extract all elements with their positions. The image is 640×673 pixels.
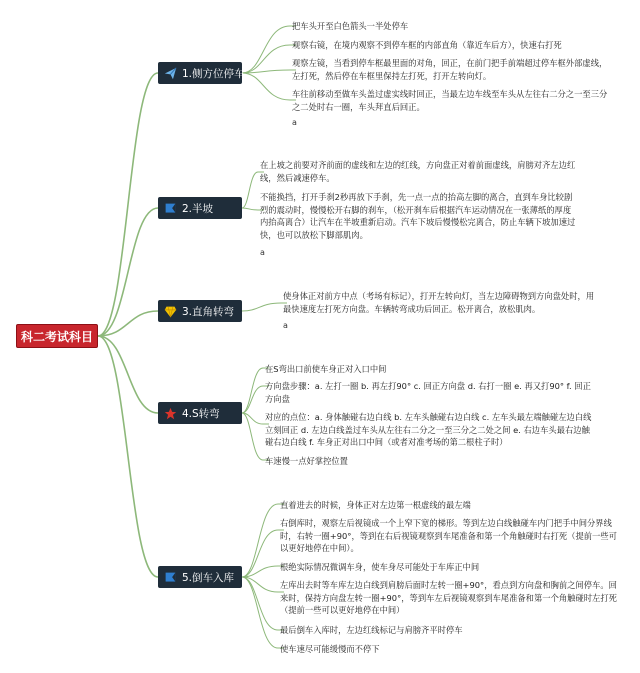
leaf-item: 使身体正对前方中点（考场有标记），打开左转向灯，当左边障碍物到方向盘处时，用最快速度左打死方向盘。车辆转弯成功后回正。松开离合，放松肌肉。 — [283, 291, 595, 314]
connector-line — [242, 368, 263, 413]
leaf-item: 不能换挡，打开手刹2秒再放下手刹，先一点一点的抬高左脚的离合，直到车身比较剧烈的震动时，慢慢松开右脚的刹车，（松开刹车后根据汽车运动情况在一张薄纸的厚度内抬高离合）让汽车在半坡重新启动。汽车下坡后慢慢松完离合，防止车辆下坡加速过快，也可以放松下脚部肌肉。 — [260, 192, 576, 240]
connector-line — [242, 26, 290, 73]
star-icon — [162, 405, 178, 421]
connector-line — [242, 208, 258, 210]
branch-marker: a — [292, 118, 297, 127]
branch-label: 2.半坡 — [182, 202, 214, 215]
connector-line — [98, 208, 158, 336]
branch-right-angle-turn[interactable] — [158, 300, 242, 322]
leaf-item: 在上坡之前要对齐前面的虚线和左边的红线，方向盘正对着前面虚线，肩膀对齐左边红线，然后减速停车。 — [260, 160, 576, 183]
leaf-item: 对应的点位：a. 身体触碰右边白线 b. 左车头触碰右边白线 c. 左车头最左端触碰左边白线立刻回正 d. 左边白线盖过车头从左往右二分之一至三分之二处之间 e. 右边车头最右边触碰右边白线 f. 车身正对出口中间（或者对准考场的第二根柱子时） — [265, 412, 592, 448]
leaf-item: 右倒库时，观察左后视镜成一个上窄下宽的梯形。等到左边白线触碰车内门把手中间分界线时，右转一圈+90°，等到在右后视镜观察到车尾准备和第一个角触碰时右打死（提前一些可以更好地停在中间）。 — [280, 518, 617, 554]
diamond-icon — [162, 303, 178, 319]
root-node-label: 科二考试科目 — [20, 329, 93, 344]
flag-icon — [162, 200, 178, 216]
branch-label: 4.S转弯 — [182, 407, 220, 420]
connector-line — [242, 303, 281, 311]
leaf-item: 观察左镜，当看到停车框最里面的对角，回正，在前门把手前端超过停车框外部虚线，左打死，然后停在车框里保持左打死，打开左转向灯。 — [292, 58, 608, 81]
branch-parallel-parking[interactable] — [158, 62, 245, 84]
branch-marker: a — [283, 321, 288, 330]
branch-hill-start[interactable] — [158, 197, 242, 219]
connector-line — [242, 386, 263, 413]
leaf-item: 左库出去时等车库左边白线到肩膀后面时左转一圈+90°，看点到方向盘和胸前之间停车。回来时，保持方向盘左转一圈+90°，等到车左后视镜观察到车尾准备和第一个角触碰时左打死（提前一些可以更好地停在中间） — [280, 580, 617, 616]
root-node[interactable] — [16, 324, 98, 348]
connector-line — [242, 413, 263, 460]
branch-s-curve[interactable] — [158, 402, 242, 424]
leaf-item: 把车头开至白色箭头一半处停车 — [292, 21, 409, 31]
leaf-item: 直着进去的时候，身体正对左边第一根虚线的最左端 — [280, 500, 471, 510]
branch-label: 1.侧方位停车 — [182, 67, 245, 80]
flag-icon — [162, 569, 178, 585]
leaf-item: 观察右镜，在境内观察不到停车框的内部直角（靠近车后方），快速右打死 — [292, 40, 562, 50]
connector-line — [98, 336, 158, 577]
connector-line — [98, 73, 158, 336]
leaf-item: 在S弯出口前使车身正对入口中间 — [265, 364, 387, 374]
branch-marker: a — [260, 248, 265, 257]
connector-line — [242, 172, 258, 208]
leaf-item: 最后倒车入库时，左边红线标记与肩膀齐平时停车 — [280, 625, 463, 635]
leaf-item: 方向盘步骤：a. 左打一圈 b. 再左打90° c. 回正方向盘 d. 右打一圈 e. 再又打90° f. 回正方向盘 — [265, 381, 591, 404]
connector-line — [98, 336, 158, 413]
leaf-item: 根绝实际情况微调车身，使车身尽可能处于车库正中间 — [280, 562, 480, 572]
leaf-item: 车速慢一点好掌控位置 — [265, 456, 348, 466]
connector-line — [242, 45, 290, 73]
branch-label: 3.直角转弯 — [182, 305, 235, 318]
paper-plane-icon — [162, 65, 178, 81]
leaf-item: 车往前移动至做车头盖过虚实线时回正，当最左边车线至车头从左往右二分之一至三分之二处时右一圈，车头拜直后回正。 — [292, 89, 608, 112]
branch-label: 5.倒车入库 — [182, 571, 235, 584]
branch-reverse-parking[interactable] — [158, 566, 242, 588]
leaf-item: 使车速尽可能缓慢而不停下 — [280, 644, 380, 654]
connector-line — [242, 73, 290, 100]
connector-line — [242, 577, 278, 648]
